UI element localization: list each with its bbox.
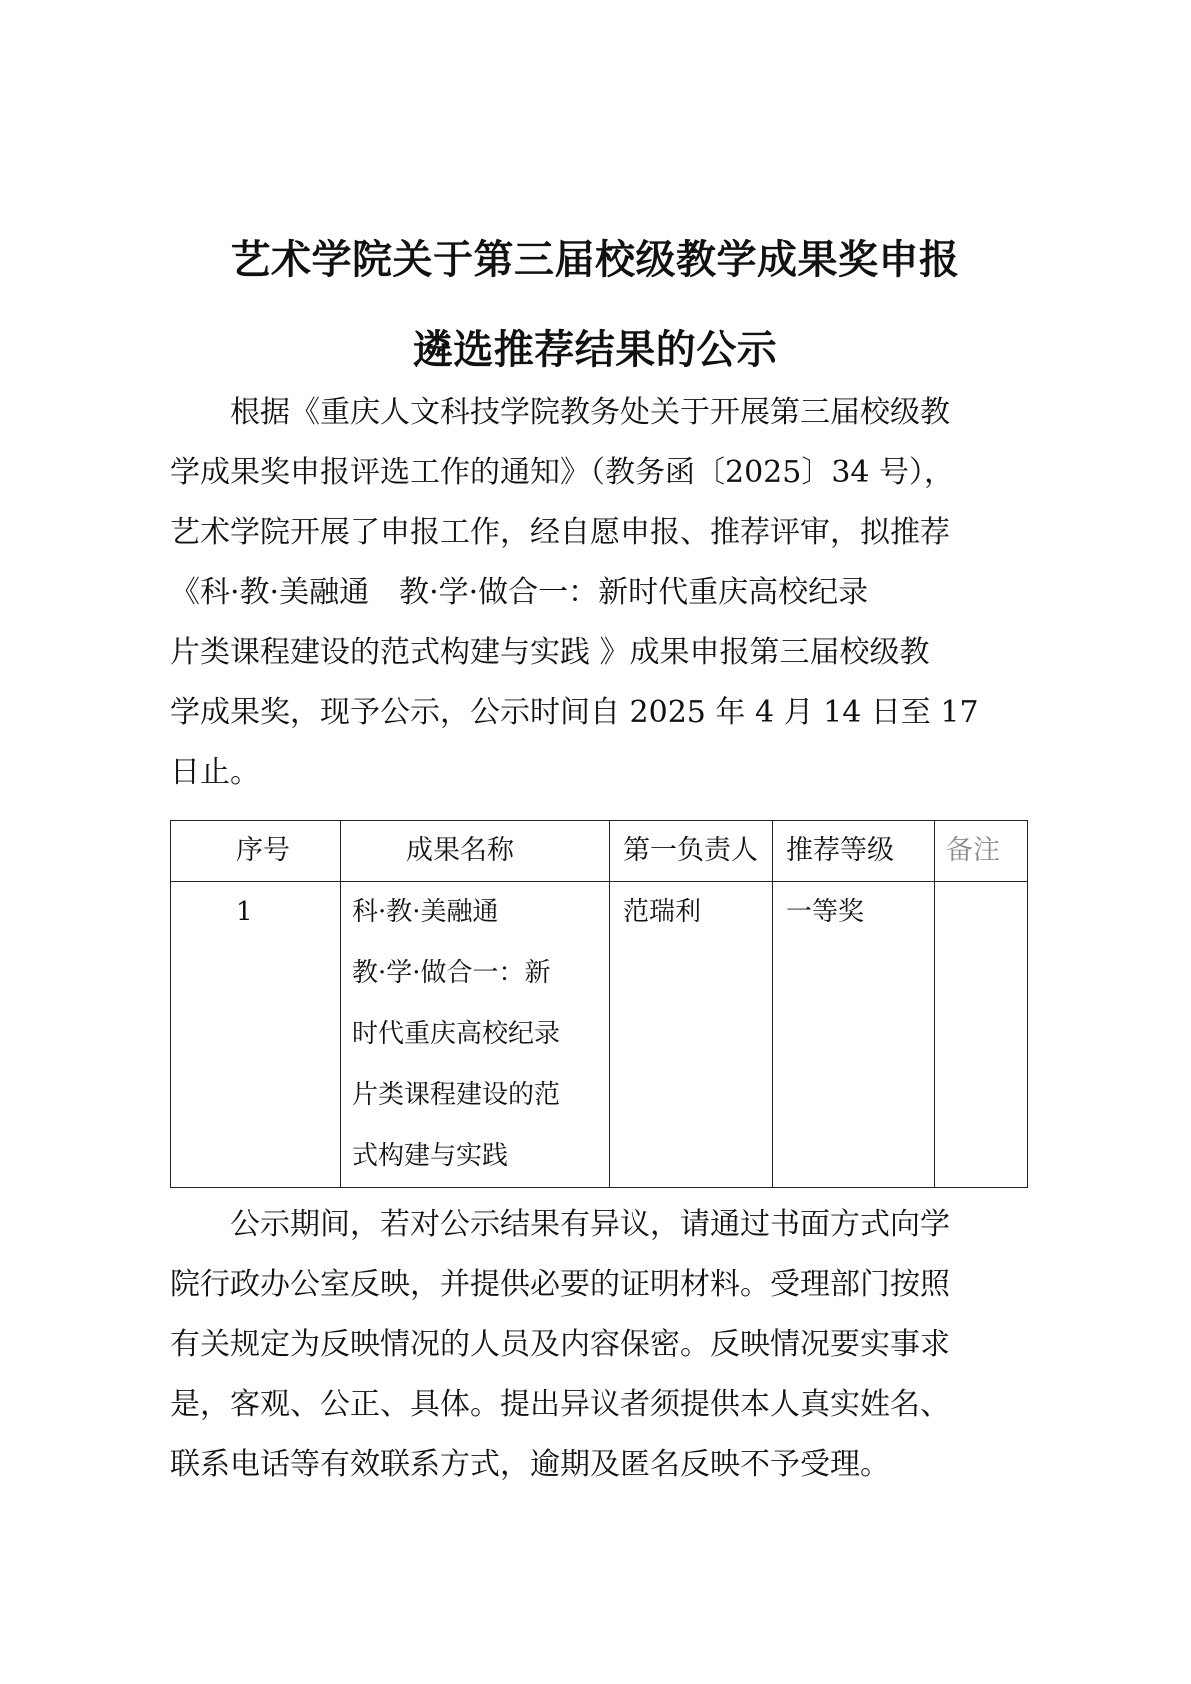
header-achievement-name: 成果名称: [341, 821, 610, 882]
intro-line-3: 艺术学院开展了申报工作，经自愿申报、推荐评审，拟推荐: [170, 515, 950, 550]
closing-line-4: 是，客观、公正、具体。提出异议者须提供本人真实姓名、: [170, 1387, 950, 1422]
intro-line-5: 片类课程建设的范式构建与实践 》成果申报第三届校级教: [170, 635, 930, 670]
intro-line-7: 日止。: [170, 755, 260, 790]
cell-lead-person: 范瑞利: [610, 882, 773, 1188]
intro-line-1: 根据《重庆人文科技学院教务处关于开展第三届校级教: [230, 395, 950, 430]
header-serial-no: 序号: [171, 821, 341, 882]
intro-line-4: 《科·教·美融通 教·学·做合一：新时代重庆高校纪录: [170, 575, 869, 610]
document-title-line-1: 艺术学院关于第三届校级教学成果奖申报: [230, 237, 960, 283]
table-row: [171, 882, 1028, 1188]
intro-line-2: 学成果奖申报评选工作的通知》（教务函〔2025〕34 号），: [170, 455, 955, 490]
intro-line-6: 学成果奖，现予公示，公示时间自 2025 年 4 月 14 日至 17: [170, 695, 979, 730]
closing-line-1: 公示期间，若对公示结果有异议，请通过书面方式向学: [230, 1207, 950, 1242]
header-lead-person: 第一负责人: [610, 821, 773, 882]
results-table: [170, 820, 1028, 1188]
cell-recommend-level: 一等奖: [773, 882, 935, 1188]
document-title-line-2: 遴选推荐结果的公示: [412, 327, 778, 373]
cell-serial-no: 1: [171, 882, 341, 1188]
closing-line-2: 院行政办公室反映，并提供必要的证明材料。受理部门按照: [170, 1267, 950, 1302]
cell-remarks: [935, 882, 1028, 1188]
header-recommend-level: 推荐等级: [773, 821, 935, 882]
closing-line-5: 联系电话等有效联系方式，逾期及匿名反映不予受理。: [170, 1447, 890, 1482]
cell-achievement-name: 科·教·美融通 教·学·做合一：新 时代重庆高校纪录 片类课程建设的范 式构建与实践: [341, 882, 610, 1188]
closing-line-3: 有关规定为反映情况的人员及内容保密。反映情况要实事求: [170, 1327, 950, 1362]
table-header-row: [171, 821, 1028, 882]
header-remarks: 备注: [935, 821, 1028, 882]
